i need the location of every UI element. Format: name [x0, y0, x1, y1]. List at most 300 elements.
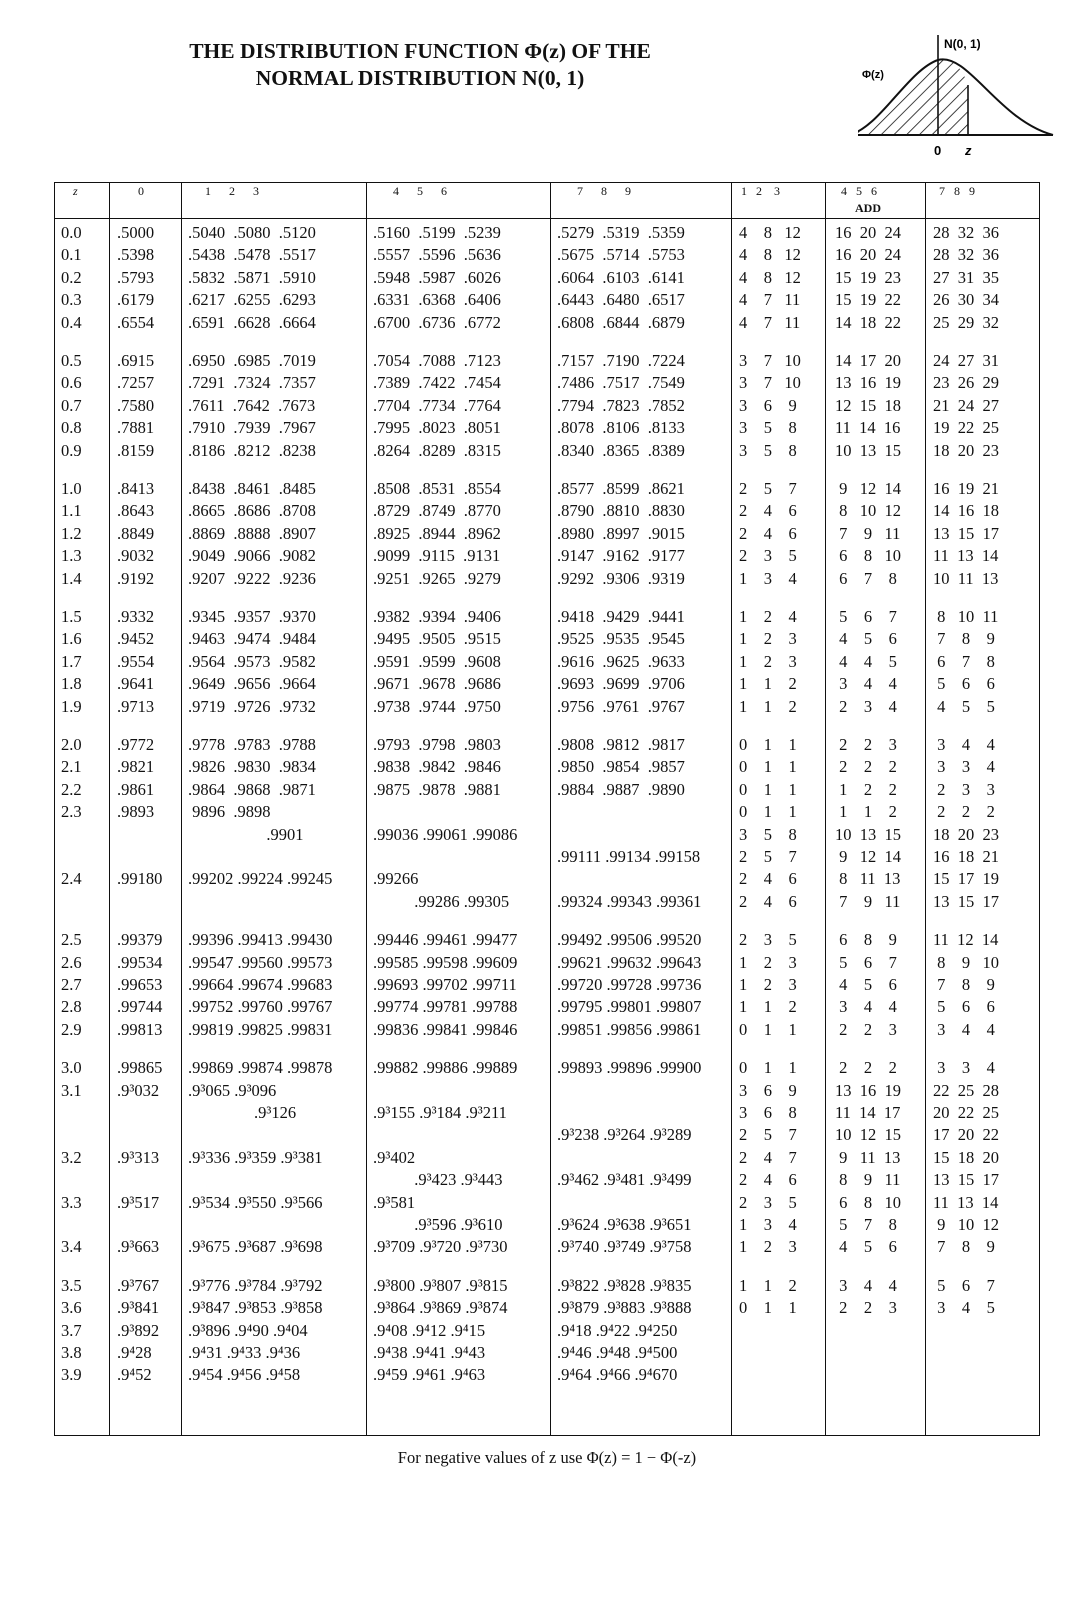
row-cols-4-6: .7389 .7422 .7454 [373, 373, 501, 393]
row-cols-4-6: .6700 .6736 .6772 [373, 312, 501, 332]
row-cols-7-9: .6808 .6844 .6879 [557, 312, 685, 332]
header-cols-4-6: 4 5 6 [393, 184, 447, 198]
row-add-7-9: 3 4 4 [933, 1019, 995, 1039]
row-cols-7-9: .9³740 .9³749 .9³758 [557, 1237, 692, 1257]
row-add-1-3: 2 4 6 [739, 891, 797, 911]
row-cols-4-6: .9³709 .9³720 .9³730 [373, 1237, 508, 1257]
row-cols-4-6: .5557 .5596 .5636 [373, 245, 501, 265]
row-cols-1-3: .6217 .6255 .6293 [188, 290, 316, 310]
row-col0: .9554 [117, 651, 155, 671]
row-z: 2.0 [61, 735, 82, 754]
row-add-1-3: 3 5 8 [739, 824, 797, 844]
header-z: z [73, 184, 78, 198]
row-cols-1-3: .9564 .9573 .9582 [188, 651, 316, 671]
row-cols-1-3: .9³675 .9³687 .9³698 [188, 1237, 323, 1257]
row-z: 2.2 [61, 779, 82, 799]
row-col0: .7580 [117, 395, 155, 415]
table-row [55, 349, 1039, 372]
row-col0: .5000 [117, 223, 155, 242]
row-cols-7-9: .9616 .9625 .9633 [557, 651, 685, 671]
table-row [55, 439, 1039, 462]
row-z: 3.4 [61, 1237, 82, 1257]
row-col0: .9⁴52 [117, 1365, 152, 1385]
row-add-4-6: 1 2 2 [835, 779, 897, 799]
zero-label: 0 [934, 143, 942, 158]
row-cols-7-9: .9³462 .9³481 .9³499 [557, 1170, 692, 1190]
row-add-7-9: 14 16 18 [933, 501, 999, 521]
row-z: 3.0 [61, 1058, 82, 1078]
row-cols-1-3: .99202 .99224 .99245 [188, 869, 333, 889]
row-z: 0.9 [61, 440, 82, 460]
row-add-1-3: 3 5 8 [739, 418, 797, 438]
row-add-1-3: 2 3 5 [739, 546, 797, 566]
row-cols-7-9: .5675 .5714 .5753 [557, 245, 685, 265]
row-cols-1-3: .5832 .5871 .5910 [188, 267, 316, 287]
row-add-7-9: 7 8 9 [933, 629, 995, 649]
row-cols-7-9: .9418 .9429 .9441 [557, 607, 685, 626]
row-cols-1-3: .99869 .99874 .99878 [188, 1058, 333, 1078]
row-col0: .9893 [117, 802, 155, 822]
row-add-7-9: 9 10 12 [933, 1215, 999, 1234]
row-add-1-3: 1 1 2 [739, 674, 797, 694]
row-add-4-6: 4 4 5 [835, 651, 897, 671]
row-cols-1-3: .9³896 .9⁴90 .9⁴04 [188, 1320, 308, 1340]
row-add-4-6: 3 4 4 [835, 674, 897, 694]
row-z: 0.4 [61, 312, 82, 332]
row-add-1-3: 0 1 1 [739, 802, 797, 822]
row-add-4-6: 13 16 19 [835, 373, 901, 393]
row-add-1-3: 3 7 10 [739, 351, 801, 370]
row-cols-4-6: .7995 .8023 .8051 [373, 418, 501, 438]
row-cols-1-3: .9463 .9474 .9484 [188, 629, 316, 649]
row-col0: .9³517 [117, 1192, 160, 1212]
row-z: 1.1 [61, 501, 82, 521]
row-z: 1.0 [61, 479, 82, 498]
row-add-1-3: 0 1 1 [739, 757, 797, 777]
row-add-1-3: 1 2 3 [739, 651, 797, 671]
row-col0: .99379 [117, 930, 163, 950]
row-cols-1-3: .9⁴31 .9⁴33 .9⁴36 [188, 1343, 301, 1362]
table-row [55, 650, 1039, 673]
row-col0: .9³892 [117, 1320, 160, 1340]
row-add-4-6: 7 9 11 [835, 523, 901, 543]
header-add-1-3: 1 2 3 [741, 184, 780, 198]
distribution-table [54, 182, 1040, 1436]
row-cols-4-6: .9³581 [373, 1192, 416, 1212]
row-col0: .9³663 [117, 1237, 160, 1257]
row-add-1-3: 0 1 1 [739, 1019, 797, 1039]
row-cols-7-9: .99720 .99728 .99736 [557, 975, 702, 994]
row-col0: .5398 [117, 245, 155, 265]
table-row [55, 1363, 1039, 1386]
row-cols-1-3: .8186 .8212 .8238 [188, 440, 316, 460]
table-row [55, 416, 1039, 439]
row-cols-7-9: .9⁴18 .9⁴22 .9⁴250 [557, 1320, 678, 1340]
row-add-4-6: 15 19 23 [835, 267, 901, 287]
row-add-4-6: 10 13 15 [835, 440, 901, 460]
row-cols-4-6: .9875 .9878 .9881 [373, 779, 501, 799]
row-add-7-9: 17 20 22 [933, 1125, 999, 1145]
header-cols-1-3: 1 2 3 [205, 184, 259, 198]
row-cols-7-9: .99324 .99343 .99361 [557, 891, 702, 911]
row-cols-7-9: .6443 .6480 .6517 [557, 290, 685, 310]
row-z: 3.8 [61, 1343, 82, 1362]
row-z: 2.4 [61, 869, 82, 889]
row-z: 3.9 [61, 1365, 82, 1385]
row-col0: .7257 [117, 373, 155, 393]
row-cols-7-9: .9³238 .9³264 .9³289 [557, 1125, 692, 1145]
row-add-1-3: 1 3 4 [739, 568, 797, 588]
row-add-4-6: 15 19 22 [835, 290, 901, 310]
row-add-4-6: 2 3 4 [835, 696, 897, 716]
row-z: 1.2 [61, 523, 82, 543]
row-add-4-6: 2 2 3 [835, 1019, 897, 1039]
dist-label: N(0, 1) [944, 37, 981, 51]
row-add-4-6: 14 18 22 [835, 312, 901, 332]
row-add-4-6: 9 12 14 [835, 847, 901, 866]
row-cols-4-6: .99266 [373, 869, 419, 889]
row-cols-7-9: .99621 .99632 .99643 [557, 952, 702, 972]
row-add-1-3: 2 4 7 [739, 1147, 797, 1167]
row-add-1-3: 2 4 6 [739, 1170, 797, 1190]
row-add-1-3: 2 4 6 [739, 869, 797, 889]
row-cols-1-3: .5438 .5478 .5517 [188, 245, 316, 265]
row-cols-4-6: .9³423 .9³443 [373, 1170, 503, 1190]
row-cols-7-9: .99851 .99856 .99861 [557, 1019, 702, 1039]
row-cols-1-3: .7291 .7324 .7357 [188, 373, 316, 393]
row-cols-1-3: 9896 .9898 [188, 802, 271, 822]
row-col0: .9332 [117, 607, 155, 626]
row-add-4-6: 16 20 24 [835, 245, 901, 265]
row-cols-1-3: .9049 .9066 .9082 [188, 546, 316, 566]
row-add-7-9: 6 7 8 [933, 651, 995, 671]
row-add-4-6: 6 8 10 [835, 1192, 901, 1212]
row-add-7-9: 8 10 11 [933, 607, 999, 626]
row-z: 0.0 [61, 223, 82, 242]
row-add-7-9: 5 6 6 [933, 674, 995, 694]
row-cols-4-6: .9⁴38 .9⁴41 .9⁴43 [373, 1343, 486, 1362]
table-row [55, 288, 1039, 311]
row-add-1-3: 2 3 5 [739, 930, 797, 950]
table-row [55, 755, 1039, 778]
table-row [55, 1018, 1039, 1041]
row-add-7-9: 4 5 5 [933, 696, 995, 716]
row-add-7-9: 20 22 25 [933, 1103, 999, 1122]
table-row [55, 371, 1039, 394]
row-cols-4-6: .8508 .8531 .8554 [373, 479, 501, 498]
row-cols-4-6: .8264 .8289 .8315 [373, 440, 501, 460]
z-label: z [965, 143, 972, 158]
row-cols-1-3: .9901 [188, 824, 304, 844]
table-row [55, 1056, 1039, 1079]
row-add-4-6: 1 1 2 [835, 802, 897, 822]
row-cols-4-6: .99585 .99598 .99609 [373, 952, 518, 972]
row-add-1-3: 1 3 4 [739, 1215, 797, 1234]
row-cols-7-9: .9³879 .9³883 .9³888 [557, 1298, 692, 1318]
row-add-4-6: 6 8 9 [835, 930, 897, 950]
table-row [55, 928, 1039, 951]
row-add-4-6: 6 8 10 [835, 546, 901, 566]
row-add-4-6: 16 20 24 [835, 223, 901, 242]
table-row [55, 1168, 1039, 1191]
table-row [55, 1101, 1039, 1124]
row-cols-4-6: .9382 .9394 .9406 [373, 607, 501, 626]
row-add-4-6: 10 13 15 [835, 824, 901, 844]
row-add-4-6: 5 6 7 [835, 607, 897, 626]
row-cols-1-3: .9778 .9783 .9788 [188, 735, 316, 754]
row-cols-7-9: .6064 .6103 .6141 [557, 267, 685, 287]
row-z: 2.7 [61, 975, 82, 994]
row-add-7-9: 19 22 25 [933, 418, 999, 438]
row-cols-4-6: .7054 .7088 .7123 [373, 351, 501, 370]
row-col0: .9192 [117, 568, 155, 588]
row-add-1-3: 2 4 6 [739, 501, 797, 521]
row-add-7-9: 8 9 10 [933, 952, 999, 972]
row-z: 3.1 [61, 1080, 82, 1100]
row-cols-7-9: .9292 .9306 .9319 [557, 568, 685, 588]
row-cols-4-6: .9³155 .9³184 .9³211 [373, 1103, 507, 1122]
row-add-4-6: 2 2 3 [835, 735, 897, 754]
row-z: 0.8 [61, 418, 82, 438]
row-cols-4-6: .99693 .99702 .99711 [373, 975, 517, 994]
row-cols-7-9: .9525 .9535 .9545 [557, 629, 685, 649]
row-add-1-3: 0 1 1 [739, 1298, 797, 1318]
row-add-1-3: 3 7 10 [739, 373, 801, 393]
row-cols-4-6: .9³402 [373, 1147, 416, 1167]
row-cols-7-9: .9⁴64 .9⁴66 .9⁴670 [557, 1365, 678, 1385]
row-cols-7-9: .7486 .7517 .7549 [557, 373, 685, 393]
row-cols-1-3: .8438 .8461 .8485 [188, 479, 316, 498]
row-add-4-6: 8 11 13 [835, 869, 901, 889]
row-col0: .9861 [117, 779, 155, 799]
row-cols-1-3: .9³534 .9³550 .9³566 [188, 1192, 323, 1212]
table-row [55, 627, 1039, 650]
row-cols-1-3: .8869 .8888 .8907 [188, 523, 316, 543]
row-z: 2.1 [61, 757, 82, 777]
row-z: 0.5 [61, 351, 82, 370]
table-row [55, 800, 1039, 823]
row-z: 0.7 [61, 395, 82, 415]
header-add-label: ADD [855, 201, 881, 215]
table-row [55, 1319, 1039, 1342]
row-add-1-3: 3 5 8 [739, 440, 797, 460]
row-add-7-9: 15 18 20 [933, 1147, 999, 1167]
row-cols-4-6: .9838 .9842 .9846 [373, 757, 501, 777]
row-add-7-9: 3 4 4 [933, 735, 995, 754]
row-add-7-9: 13 15 17 [933, 891, 999, 911]
row-z: 3.5 [61, 1275, 82, 1295]
row-col0: .6915 [117, 351, 155, 370]
table-row [55, 695, 1039, 718]
row-cols-4-6: .9³596 .9³610 [373, 1215, 503, 1234]
row-col0: .8413 [117, 479, 155, 498]
row-cols-7-9: .8577 .8599 .8621 [557, 479, 685, 498]
row-cols-7-9: .9693 .9699 .9706 [557, 674, 685, 694]
row-z: 2.5 [61, 930, 82, 950]
row-col0: .9³767 [117, 1275, 160, 1295]
row-add-7-9: 2 3 3 [933, 779, 995, 799]
table-row [55, 867, 1039, 890]
row-col0: .9772 [117, 735, 155, 754]
row-cols-7-9: .9³624 .9³638 .9³651 [557, 1215, 692, 1234]
row-cols-7-9: .99111 .99134 .99158 [557, 847, 701, 866]
row-add-7-9: 13 15 17 [933, 523, 999, 543]
row-add-7-9: 2 2 2 [933, 802, 995, 822]
row-add-1-3: 1 1 2 [739, 997, 797, 1017]
row-col0: .99534 [117, 952, 163, 972]
table-row [55, 1341, 1039, 1364]
row-z: 2.8 [61, 997, 82, 1017]
row-add-7-9: 24 27 31 [933, 351, 999, 370]
title-line-1: THE DISTRIBUTION FUNCTION Φ(z) OF THE [189, 39, 651, 63]
row-add-7-9: 16 18 21 [933, 847, 999, 866]
row-add-7-9: 3 3 4 [933, 757, 995, 777]
row-add-1-3: 1 2 3 [739, 952, 797, 972]
row-add-1-3: 0 1 1 [739, 1058, 797, 1078]
row-add-7-9: 22 25 28 [933, 1080, 999, 1100]
row-cols-4-6: .5948 .5987 .6026 [373, 267, 501, 287]
row-cols-7-9: .8790 .8810 .8830 [557, 501, 685, 521]
row-cols-4-6: .99446 .99461 .99477 [373, 930, 518, 950]
row-col0: .9641 [117, 674, 155, 694]
table-row [55, 394, 1039, 417]
row-col0: .8643 [117, 501, 155, 521]
row-cols-7-9: .8340 .8365 .8389 [557, 440, 685, 460]
row-col0: .99744 [117, 997, 163, 1017]
row-cols-7-9: .99893 .99896 .99900 [557, 1058, 702, 1078]
table-row [55, 522, 1039, 545]
normal-curve-figure [858, 30, 1058, 170]
row-cols-1-3: .9719 .9726 .9732 [188, 696, 316, 716]
table-row [55, 567, 1039, 590]
row-cols-4-6: .99774 .99781 .99788 [373, 997, 518, 1017]
row-cols-1-3: .7611 .7642 .7673 [188, 395, 316, 415]
table-row [55, 311, 1039, 334]
row-cols-1-3: .99547 .99560 .99573 [188, 952, 333, 972]
row-add-1-3: 1 1 2 [739, 696, 797, 716]
row-add-4-6: 3 4 4 [835, 1275, 897, 1295]
row-cols-4-6: .9⁴08 .9⁴12 .9⁴15 [373, 1320, 486, 1340]
row-add-7-9: 10 11 13 [933, 568, 999, 588]
row-add-7-9: 28 32 36 [933, 245, 999, 265]
row-col0: .99653 [117, 975, 163, 994]
row-add-4-6: 4 5 6 [835, 975, 897, 994]
row-col0: .9452 [117, 629, 155, 649]
row-col0: .5793 [117, 267, 155, 287]
row-cols-7-9: .9808 .9812 .9817 [557, 735, 685, 754]
row-cols-4-6: .9495 .9505 .9515 [373, 629, 501, 649]
row-add-1-3: 3 6 8 [739, 1103, 797, 1122]
row-cols-1-3: .9³065 .9³096 [188, 1080, 277, 1100]
table-row [55, 221, 1039, 244]
row-add-7-9: 18 20 23 [933, 824, 999, 844]
row-z: 3.2 [61, 1147, 82, 1167]
row-add-4-6: 2 2 2 [835, 1058, 897, 1078]
row-cols-4-6: .9591 .9599 .9608 [373, 651, 501, 671]
row-add-4-6: 2 2 2 [835, 757, 897, 777]
row-add-7-9: 7 8 9 [933, 1237, 995, 1257]
area-label: Φ(z) [862, 69, 884, 81]
table-row [55, 733, 1039, 756]
row-add-4-6: 8 9 11 [835, 1170, 901, 1190]
row-cols-4-6: .99836 .99841 .99846 [373, 1019, 518, 1039]
row-cols-1-3: .9³847 .9³853 .9³858 [188, 1298, 323, 1318]
row-add-1-3: 2 5 7 [739, 479, 797, 498]
row-cols-1-3: .5040 .5080 .5120 [188, 223, 316, 242]
row-add-1-3: 3 6 9 [739, 395, 797, 415]
row-cols-7-9: .9850 .9854 .9857 [557, 757, 685, 777]
row-add-4-6: 4 5 6 [835, 629, 897, 649]
table-row [55, 845, 1039, 868]
row-cols-4-6: .99036 .99061 .99086 [373, 824, 518, 844]
row-add-7-9: 11 13 14 [933, 546, 999, 566]
row-add-7-9: 23 26 29 [933, 373, 999, 393]
row-col0: .9³841 [117, 1298, 160, 1318]
table-row [55, 1123, 1039, 1146]
table-header [55, 183, 1039, 219]
row-add-7-9: 28 32 36 [933, 223, 999, 242]
row-add-1-3: 2 3 5 [739, 1192, 797, 1212]
row-add-1-3: 4 7 11 [739, 290, 801, 310]
row-cols-4-6: .9251 .9265 .9279 [373, 568, 501, 588]
row-col0: .99180 [117, 869, 163, 889]
page-title [160, 38, 680, 92]
table-row [55, 823, 1039, 846]
row-add-1-3: 2 4 6 [739, 523, 797, 543]
row-cols-7-9: .9884 .9887 .9890 [557, 779, 685, 799]
row-cols-4-6: .9⁴59 .9⁴61 .9⁴63 [373, 1365, 486, 1385]
row-add-7-9: 11 13 14 [933, 1192, 999, 1212]
row-cols-7-9: .5279 .5319 .5359 [557, 223, 685, 242]
row-cols-7-9: .9³822 .9³828 .9³835 [557, 1275, 692, 1295]
row-cols-4-6: .9671 .9678 .9686 [373, 674, 501, 694]
footer-note: For negative values of z use Φ(z) = 1 − Φ(-z) [397, 1448, 697, 1467]
table-row [55, 243, 1039, 266]
row-z: 1.6 [61, 629, 82, 649]
row-add-1-3: 2 5 7 [739, 1125, 797, 1145]
row-add-7-9: 3 4 5 [933, 1298, 995, 1318]
table-row [55, 778, 1039, 801]
row-add-1-3: 1 2 3 [739, 1237, 797, 1257]
row-add-1-3: 0 1 1 [739, 735, 797, 754]
row-add-4-6: 13 16 19 [835, 1080, 901, 1100]
table-row [55, 672, 1039, 695]
table-row [55, 890, 1039, 913]
row-add-7-9: 13 15 17 [933, 1170, 999, 1190]
table-row [55, 995, 1039, 1018]
row-add-1-3: 1 2 4 [739, 607, 797, 626]
row-z: 3.3 [61, 1192, 82, 1212]
row-add-7-9: 25 29 32 [933, 312, 999, 332]
row-cols-1-3: .6950 .6985 .7019 [188, 351, 316, 370]
row-add-7-9: 16 19 21 [933, 479, 999, 498]
row-add-1-3: 1 2 3 [739, 629, 797, 649]
row-add-1-3: 1 1 2 [739, 1275, 797, 1295]
row-add-4-6: 10 12 15 [835, 1125, 901, 1145]
table-row [55, 544, 1039, 567]
row-col0: .9³313 [117, 1147, 160, 1167]
table-row [55, 1191, 1039, 1214]
row-cols-7-9: .99795 .99801 .99807 [557, 997, 702, 1017]
row-z: 2.6 [61, 952, 82, 972]
row-col0: .9³032 [117, 1080, 160, 1100]
table-row [55, 499, 1039, 522]
table-row [55, 1296, 1039, 1319]
row-z: 0.3 [61, 290, 82, 310]
row-cols-1-3: .8665 .8686 .8708 [188, 501, 316, 521]
row-z: 0.1 [61, 245, 82, 265]
header-col0: 0 [138, 184, 144, 198]
